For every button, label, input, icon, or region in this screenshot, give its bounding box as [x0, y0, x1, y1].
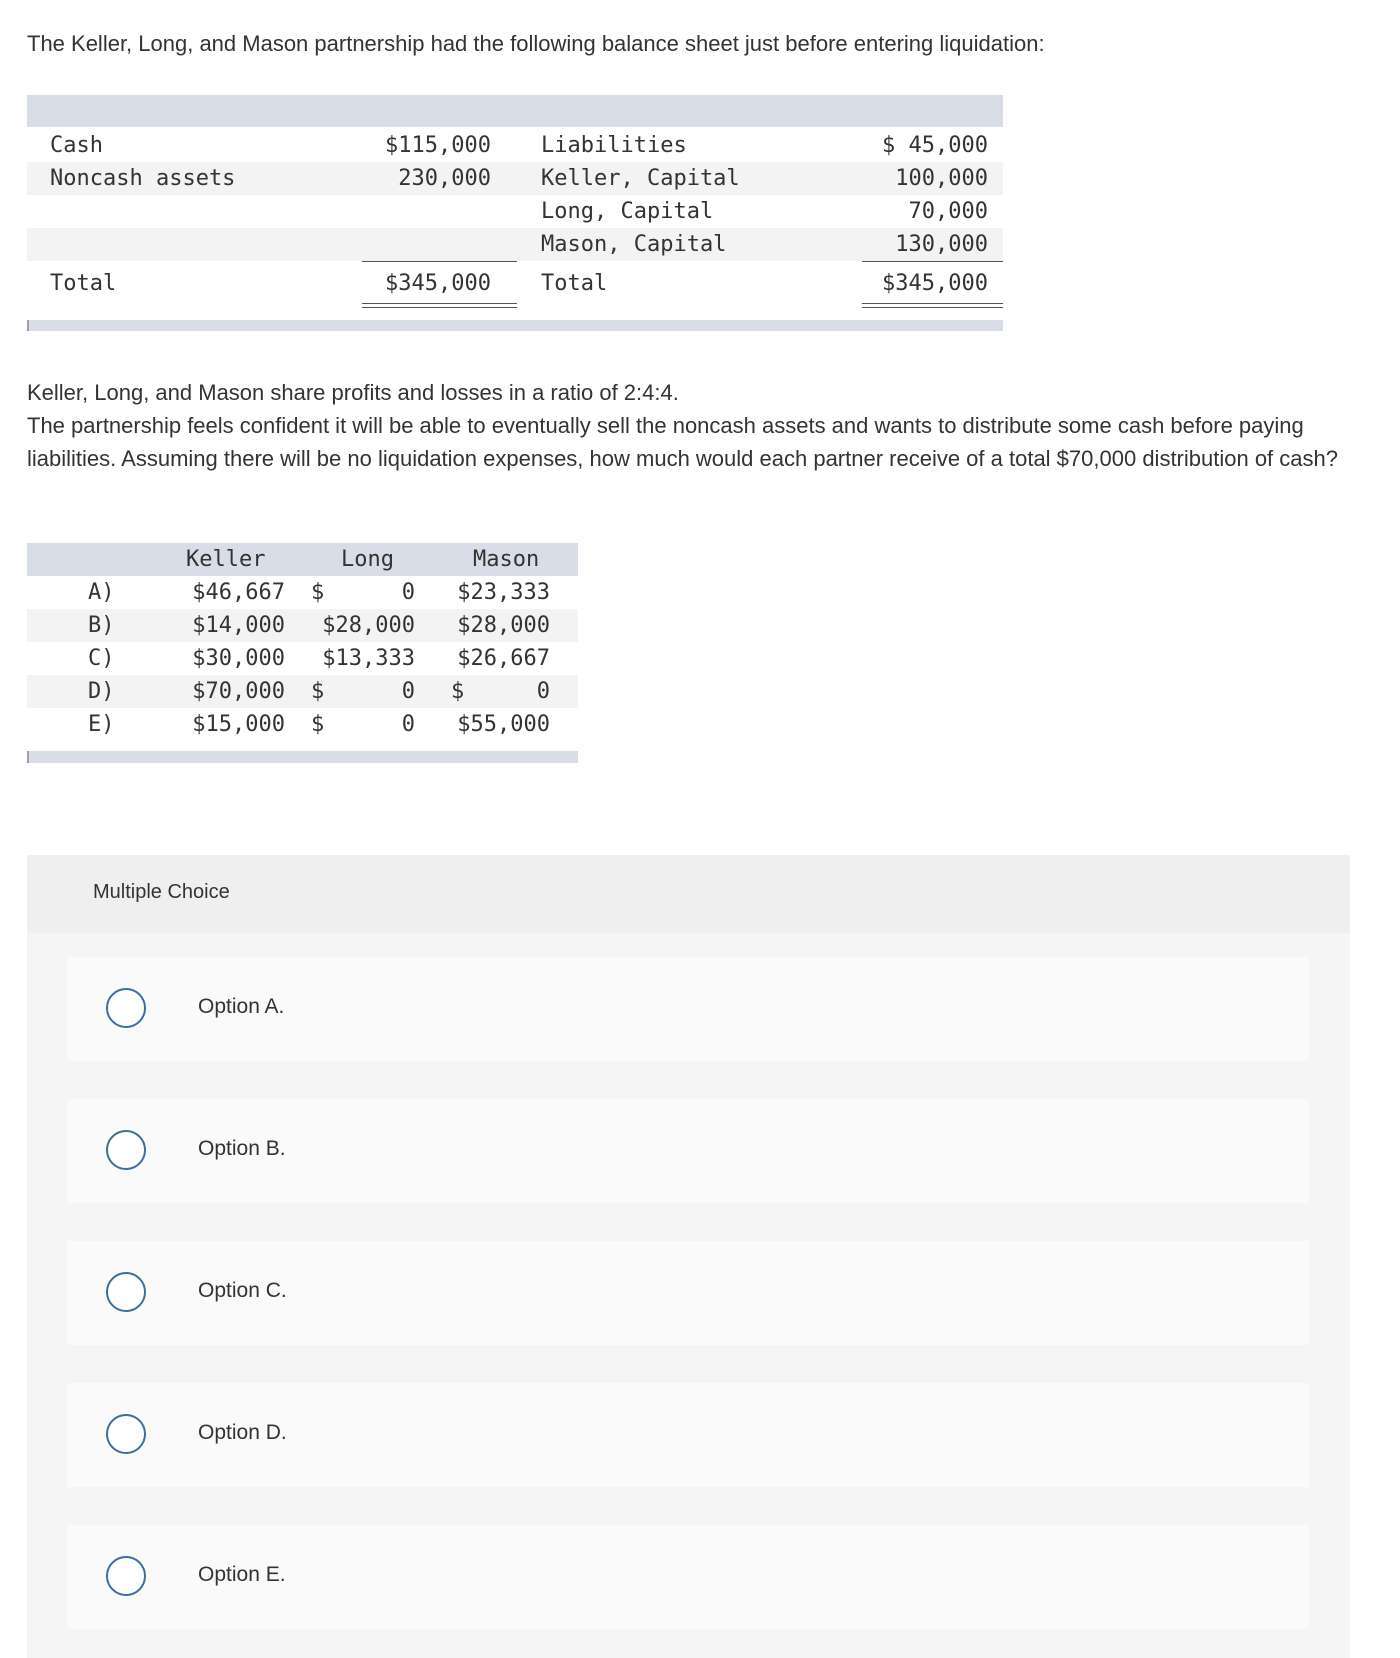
left-amount: $115,000 — [385, 133, 491, 158]
subtotal-rule — [862, 261, 1003, 262]
subtotal-rule — [362, 261, 517, 262]
table-row — [27, 129, 1003, 162]
keller-value: $70,000 — [192, 679, 285, 704]
double-underline — [862, 303, 1003, 304]
option-b[interactable] — [67, 1099, 1309, 1203]
ratio-sentence: Keller, Long, and Mason share profits and losses in a ratio of 2:4:4. — [27, 380, 679, 405]
table-row — [27, 576, 578, 609]
header-mason: Mason — [473, 547, 540, 572]
right-label: Mason, Capital — [541, 232, 727, 257]
long-value: 0 — [401, 679, 415, 704]
mason-value: $55,000 — [457, 712, 550, 737]
table-header-band — [27, 95, 1003, 127]
table-row — [27, 609, 578, 642]
table-row — [27, 708, 578, 741]
table-row — [27, 195, 1003, 228]
left-label: Noncash assets — [50, 166, 236, 191]
option-label: Option B. — [198, 1137, 286, 1160]
long-value: $13,333 — [322, 646, 415, 671]
right-amount: 100,000 — [895, 166, 988, 191]
table-header-band — [27, 543, 578, 576]
right-label: Keller, Capital — [541, 166, 740, 191]
total-amount: $345,000 — [385, 271, 491, 296]
double-underline — [362, 303, 517, 304]
mason-value: $26,667 — [457, 646, 550, 671]
total-row — [27, 267, 1003, 300]
multiple-choice-header — [27, 855, 1350, 933]
mason-value: 0 — [536, 679, 550, 704]
row-label: D) — [88, 679, 115, 704]
header-keller: Keller — [186, 547, 266, 572]
right-label: Liabilities — [541, 133, 687, 158]
keller-value: $46,667 — [192, 580, 285, 605]
right-label: Long, Capital — [541, 199, 714, 224]
long-value: 0 — [401, 580, 415, 605]
row-label: B) — [88, 613, 115, 638]
long-value: $28,000 — [322, 613, 415, 638]
right-amount: 130,000 — [895, 232, 988, 257]
total-amount: $345,000 — [882, 271, 988, 296]
mason-sign: $ — [451, 679, 465, 704]
table-row — [27, 675, 578, 708]
left-label: Cash — [50, 133, 103, 158]
right-amount: 70,000 — [908, 199, 988, 224]
long-sign: $ — [311, 679, 325, 704]
table-row — [27, 642, 578, 675]
row-label: E) — [88, 712, 115, 737]
multiple-choice-title: Multiple Choice — [93, 881, 230, 903]
double-underline — [862, 307, 1003, 308]
option-d[interactable] — [67, 1383, 1309, 1487]
question-body — [27, 376, 1367, 475]
row-label: C) — [88, 646, 115, 671]
row-label: A) — [88, 580, 115, 605]
question-intro: The Keller, Long, and Mason partnership had the following balance sheet just before entering liquidation: — [27, 31, 1045, 56]
option-a[interactable] — [67, 957, 1309, 1061]
keller-value: $15,000 — [192, 712, 285, 737]
radio-button[interactable] — [106, 1414, 146, 1454]
long-value: 0 — [401, 712, 415, 737]
total-label: Total — [541, 271, 608, 296]
option-label: Option A. — [198, 995, 285, 1018]
table-row — [27, 162, 1003, 195]
header-long: Long — [341, 547, 394, 572]
double-underline — [362, 307, 517, 308]
long-sign: $ — [311, 580, 325, 605]
option-c[interactable] — [67, 1241, 1309, 1345]
keller-value: $14,000 — [192, 613, 285, 638]
option-label: Option C. — [198, 1279, 287, 1302]
mason-value: $28,000 — [457, 613, 550, 638]
radio-button[interactable] — [106, 1556, 146, 1596]
question-sentence: The partnership feels confident it will be able to eventually sell the noncash assets and wants to distribute some cash before paying liabilities. Assuming there will be no liquidation expenses, how much would each partner receive of a total $70,000 distribution of cash? — [27, 413, 1338, 471]
mason-value: $23,333 — [457, 580, 550, 605]
radio-button[interactable] — [106, 1272, 146, 1312]
multiple-choice-panel — [27, 855, 1350, 1658]
table-footer-band — [27, 320, 1003, 331]
radio-button[interactable] — [106, 988, 146, 1028]
long-sign: $ — [311, 712, 325, 737]
option-label: Option E. — [198, 1563, 286, 1586]
radio-button[interactable] — [106, 1130, 146, 1170]
balance-sheet-table — [27, 95, 1003, 331]
keller-value: $30,000 — [192, 646, 285, 671]
option-label: Option D. — [198, 1421, 287, 1444]
total-label: Total — [50, 271, 117, 296]
left-amount: 230,000 — [398, 166, 491, 191]
table-footer-band — [27, 751, 578, 763]
option-e[interactable] — [67, 1525, 1309, 1629]
right-amount: $ 45,000 — [882, 133, 988, 158]
answer-options-table — [27, 543, 578, 763]
table-row — [27, 228, 1003, 261]
